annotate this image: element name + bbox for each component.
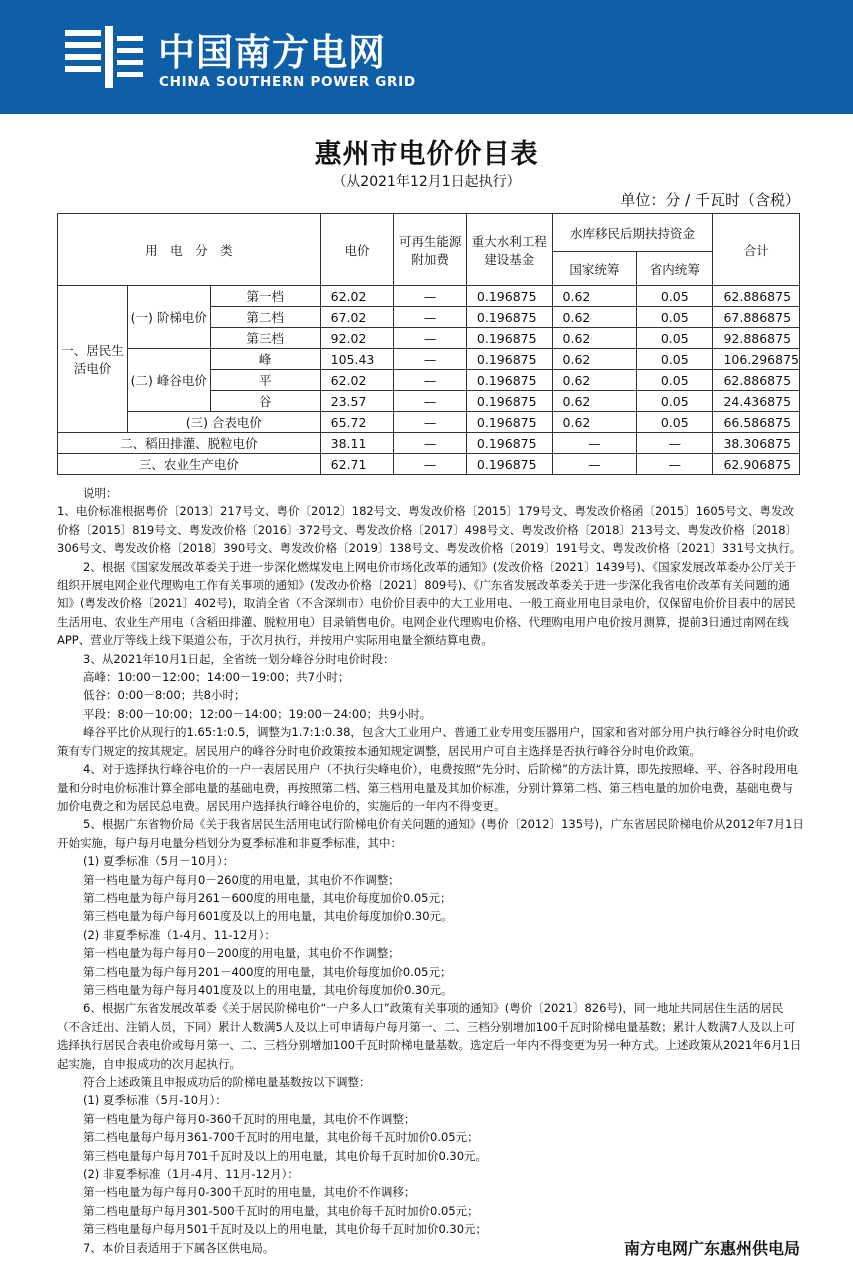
cell-renewable: —: [394, 412, 467, 433]
cell-price: 92.02: [320, 328, 394, 349]
note-paragraph: 第一档电量为每户每月0－200度的用电量，其电价不作调整；: [83, 946, 400, 961]
cell-water-fund: 0.196875: [466, 391, 552, 412]
price-table: [57, 213, 800, 475]
row-label: 平: [210, 370, 320, 391]
note-paragraph: (2) 非夏季标准（1-4月、11-12月）：: [83, 927, 276, 942]
note-paragraph: 低谷：0:00－8:00；共8小时；: [83, 688, 246, 703]
cell-water-fund: 0.196875: [466, 412, 552, 433]
cell-renewable: —: [394, 391, 467, 412]
row-label: 谷: [210, 391, 320, 412]
cell-price: 105.43: [320, 349, 394, 370]
cell-total: 62.886875: [713, 286, 800, 307]
cell-water-fund: 0.196875: [466, 349, 552, 370]
cell-national: 0.62: [552, 328, 637, 349]
row-label: (三) 合表电价: [128, 412, 321, 433]
note-paragraph: 峰谷平比价从现行的1.65:1:0.5，调整为1.7:1:0.38，包含大工业用户、普通工业专用变压器用户，国家和省对部分用户执行峰谷分时电价政策有专门规定的按其规定。居民用户的峰谷分时电价政策按本通知规定调整，居民用户可自主选择是否执行峰谷分时电价政策。: [57, 725, 799, 758]
note-paragraph: 2、根据《国家发展改革委关于进一步深化燃煤发电上网电价市场化改革的通知》(发改价格〔2021〕1439号)、《国家发展改革委办公厅关于组织开展电网企业代理购电工作有关事项的通知》(发改办价格〔2021〕809号)、《广东省发展改革委关于进一步深化我省电价改革有关问题的通知》(粤发改价格〔2021〕402号)，取消全省（不含深圳市）电价价目表中的大工业用电、一般工商业用电目录电价，仅保留电价价目表中的居民生活用电、农业生产用电（含稻田排灌、脱粒用电）目录销售电价。电网企业代理购电价格、代理购电用户电价按月测算，提前3日通过南网在线APP、营业厅等线上线下渠道公布，于次月执行，并按用户实际用电量全额结算电费。: [57, 559, 797, 648]
row-label: 三、农业生产电价: [58, 454, 321, 475]
cell-total: 24.436875: [713, 391, 800, 412]
row-label: 第一档: [210, 286, 320, 307]
row-label: 第二档: [210, 307, 320, 328]
note-paragraph: 7、本价目表适用于下属各区供电局。: [83, 1240, 275, 1255]
cell-national: 0.62: [552, 412, 637, 433]
note-paragraph: (1) 夏季标准（5月-10月）：: [83, 1093, 227, 1108]
cell-total: 66.586875: [713, 412, 800, 433]
note-paragraph: 第一档电量为每户每月0-300千瓦时的用电量，其电价不作调移；: [83, 1185, 416, 1200]
note-paragraph: 第一档电量为每户每月0-360千瓦时的用电量，其电价不作调整；: [83, 1111, 416, 1126]
cell-national: 0.62: [552, 370, 637, 391]
cell-national: —: [552, 433, 637, 454]
cell-total: 62.886875: [713, 370, 800, 391]
cell-price: 38.11: [320, 433, 394, 454]
row-label: 二、稻田排灌、脱粒电价: [58, 433, 321, 454]
header-water-fund: 重大水利工程建设基金: [466, 214, 552, 286]
cell-national: 0.62: [552, 286, 637, 307]
page-subtitle: （从2021年12月1日起执行）: [332, 174, 521, 190]
cell-national: —: [552, 454, 637, 475]
cell-total: 67.886875: [713, 307, 800, 328]
cell-renewable: —: [394, 349, 467, 370]
note-paragraph: 5、根据广东省物价局《关于我省居民生活用电试行阶梯电价有关问题的通知》(粤价〔2012〕135号)，广东省居民阶梯电价从2012年7月1日开始实施，每户每月电量分档划分为夏季标准和非夏季标准，其中：: [57, 817, 804, 850]
row-label: 峰: [210, 349, 320, 370]
note-paragraph: 4、对于选择执行峰谷电价的一户一表居民用户（不执行尖峰电价），电费按照“先分时、后阶梯”的方法计算，即先按照峰、平、谷各时段用电量和分时电价标准计算全部电量的基础电费，再按照第二档、第三档用电量及其加价标准，分别计算第二档、第三档电量的加价电费，基础电费与加价电费之和为居民总电费。居民用户选择执行峰谷电价的，实施后的一年内不得变更。: [57, 762, 798, 813]
cell-price: 67.02: [320, 307, 394, 328]
cell-water-fund: 0.196875: [466, 328, 552, 349]
note-paragraph: (1) 夏季标准（5月－10月）：: [83, 854, 235, 869]
note-paragraph: 第二档电量为每户每月201－400度的用电量，其电价每度加价0.05元；: [83, 964, 452, 979]
note-paragraph: 平段：8:00－10:00；12:00－14:00；19:00－24:00；共9小时。: [83, 706, 432, 721]
cell-price: 65.72: [320, 412, 394, 433]
cell-water-fund: 0.196875: [466, 286, 552, 307]
header-reservoir-fund: 水库移民后期扶持资金: [552, 214, 713, 252]
note-paragraph: 第二档电量为每户每月261－600度的用电量，其电价每度加价0.05元；: [83, 890, 452, 905]
note-paragraph: 符合上述政策且申报成功后的阶梯电量基数按以下调整：: [83, 1075, 371, 1089]
header-national: 国家统筹: [552, 252, 637, 286]
cell-renewable: —: [394, 433, 467, 454]
brand-header: [0, 0, 853, 114]
cell-price: 62.02: [320, 286, 394, 307]
cell-provincial: —: [637, 454, 713, 475]
cell-provincial: 0.05: [637, 370, 713, 391]
note-paragraph: 第三档电量为每户每月601度及以上的用电量，其电价每度加价0.30元。: [83, 909, 453, 924]
note-paragraph: 第一档电量为每户每月0－260度的用电量，其电价不作调整；: [83, 872, 400, 887]
issuer-name: 南方电网广东惠州供电局: [623, 1239, 800, 1258]
note-paragraph: 高峰：10:00－12:00；14:00－19:00；共7小时；: [83, 670, 350, 685]
peak-valley-label: (二) 峰谷电价: [128, 349, 211, 412]
cell-renewable: —: [394, 370, 467, 391]
cell-provincial: 0.05: [637, 286, 713, 307]
cell-total: 38.306875: [713, 433, 800, 454]
cell-water-fund: 0.196875: [466, 370, 552, 391]
note-paragraph: 1、电价标准根据粤价〔2013〕217号文、粤价〔2012〕182号文、粤发改价格〔2015〕179号文、粤发改价格函〔2015〕1605号文、粤发改价格〔2015〕819号文、粤发改价格〔2016〕372号文、粤发改价格〔2017〕498号文、粤发改价格〔2018〕213号文、粤发改价格〔2018〕306号文、粤发改价格〔2018〕390号文、粤发改价格〔2019〕138号文、粤发改价格〔2019〕191号文、粤发改价格〔2021〕331号文执行。: [57, 504, 802, 556]
header-provincial: 省内统筹: [637, 252, 713, 286]
grid-logo-icon: [65, 26, 145, 88]
cell-price: 62.71: [320, 454, 394, 475]
cell-total: 62.906875: [713, 454, 800, 475]
cell-water-fund: 0.196875: [466, 454, 552, 475]
header-renewable: 可再生能源附加费: [394, 214, 467, 286]
page-title: 惠州市电价价目表: [314, 139, 539, 170]
cell-price: 62.02: [320, 370, 394, 391]
cell-renewable: —: [394, 454, 467, 475]
note-paragraph: 第二档电量每户每月301-500千瓦时的用电量，其电价每千瓦时加价0.05元；: [83, 1203, 479, 1218]
unit-label: 单位：分 / 千瓦时（含税）: [620, 191, 800, 209]
note-paragraph: 3、从2021年10月1日起，全省统一划分峰谷分时电价时段：: [83, 651, 395, 666]
notes-heading: 说明：: [83, 486, 118, 500]
row-label: 第三档: [210, 328, 320, 349]
cell-provincial: 0.05: [637, 307, 713, 328]
notes-section: [57, 484, 804, 1257]
header-total: 合计: [713, 214, 800, 286]
cell-renewable: —: [394, 286, 467, 307]
cell-provincial: —: [637, 433, 713, 454]
residential-label: 一、居民生活电价: [58, 286, 128, 433]
cell-water-fund: 0.196875: [466, 433, 552, 454]
brand-name-cn: 中国南方电网: [158, 31, 386, 74]
note-paragraph: 第三档电量为每户每月401度及以上的用电量，其电价每度加价0.30元。: [83, 982, 453, 997]
cell-total: 92.886875: [713, 328, 800, 349]
cell-national: 0.62: [552, 307, 637, 328]
cell-national: 0.62: [552, 349, 637, 370]
note-paragraph: (2) 非夏季标准（1月-4月、11月-12月）：: [83, 1167, 299, 1182]
cell-renewable: —: [394, 328, 467, 349]
header-price: 电价: [320, 214, 394, 286]
tiered-label: (一) 阶梯电价: [128, 286, 211, 349]
header-category: 用 电 分 类: [58, 214, 321, 286]
brand-name-en: CHINA SOUTHERN POWER GRID: [159, 74, 416, 90]
cell-provincial: 0.05: [637, 391, 713, 412]
cell-total: 106.296875: [713, 349, 800, 370]
note-paragraph: 第三档电量每户每月501千瓦时及以上的用电量，其电价每千瓦时加价0.30元；: [83, 1222, 488, 1237]
note-paragraph: 第二档电量每户每月361-700千瓦时的用电量，其电价每千瓦时加价0.05元；: [83, 1130, 479, 1145]
cell-provincial: 0.05: [637, 328, 713, 349]
note-paragraph: 6、根据广东省发展改革委《关于居民阶梯电价“一户多人口”政策有关事项的通知》(粤价〔2021〕826号)，同一地址共同居住生活的居民（不含迁出、注销人员，下同）累计人数满5人及以上可申请每户每月第一、二、三档分别增加100千瓦时阶梯电量基数；累计人数满7人及以上可选择执行居民合表电价或每月第一、二、三档分别增加100千瓦时阶梯电量基数。选定后一年内不得变更为另一种方式。上述政策从2021年6月1日起实施，自申报成功的次月起执行。: [57, 1001, 802, 1071]
cell-provincial: 0.05: [637, 349, 713, 370]
cell-national: 0.62: [552, 391, 637, 412]
cell-price: 23.57: [320, 391, 394, 412]
cell-provincial: 0.05: [637, 412, 713, 433]
note-paragraph: 第三档电量每户每月701千瓦时及以上的用电量，其电价每千瓦时加价0.30元。: [83, 1148, 488, 1163]
cell-water-fund: 0.196875: [466, 307, 552, 328]
cell-renewable: —: [394, 307, 467, 328]
